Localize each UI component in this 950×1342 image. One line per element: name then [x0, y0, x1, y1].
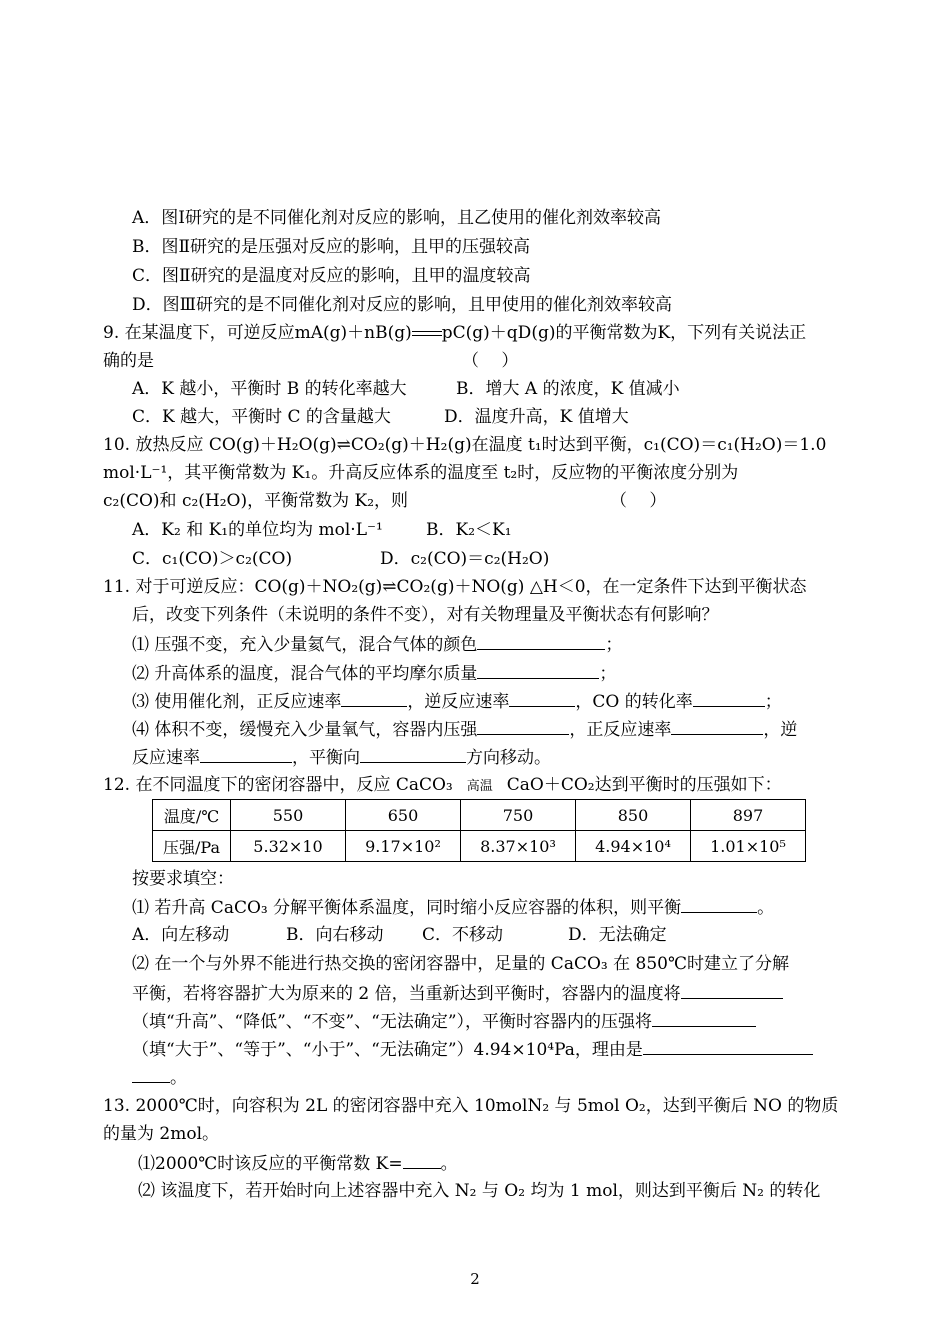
table-header-pressure: 压强/Pa — [153, 831, 231, 862]
answer-blank[interactable] — [681, 896, 757, 913]
q12-stem-end: CaO＋CO₂达到平衡时的压强如下： — [506, 775, 782, 795]
answer-blank[interactable] — [403, 1152, 441, 1169]
q11-sub4-text-b: ，正反应速率 — [569, 720, 672, 740]
table-cell: 5.32×10 — [231, 831, 346, 862]
q12-option-c: C．不移动 — [422, 925, 504, 945]
answer-blank[interactable] — [643, 1038, 813, 1055]
q8-option-b: B．图Ⅱ研究的是压强对反应的影响，且甲的压强较高 — [132, 237, 531, 257]
table-cell: 897 — [691, 800, 806, 831]
q13-stem-line2: 的量为 2mol。 — [103, 1124, 220, 1144]
q9-stem-line2: 确的是 — [103, 351, 154, 371]
q12-reaction-condition: 高温 — [453, 776, 507, 798]
period: 。 — [440, 1154, 458, 1174]
q11-sub4-text-d: 反应速率 — [132, 748, 200, 768]
q10-option-b: B．K₂＜K₁ — [426, 520, 512, 540]
answer-blank[interactable] — [652, 1010, 756, 1027]
q10-stem-line3: c₂(CO)和 c₂(H₂O)，平衡常数为 K₂，则 — [103, 491, 409, 511]
q10-option-c: C．c₁(CO)＞c₂(CO) — [132, 549, 293, 569]
q11-sub4-text-e: ，平衡向 — [292, 748, 360, 768]
q10-answer-paren: （ ） — [610, 491, 667, 511]
q11-sub3-text-c: ，CO 的转化率 — [575, 692, 693, 712]
q12-part1 — [132, 896, 774, 919]
answer-blank[interactable] — [509, 690, 575, 707]
q11-sub4-text-a: ⑷ 体积不变，缓慢充入少量氧气，容器内压强 — [132, 720, 478, 740]
answer-blank[interactable] — [132, 1066, 170, 1083]
q11-sub3-text-a: ⑶ 使用催化剂，正反应速率 — [132, 692, 342, 712]
answer-blank[interactable] — [477, 662, 599, 679]
q12-option-d: D．无法确定 — [568, 925, 667, 945]
q11-sub1 — [132, 633, 622, 656]
semicolon: ； — [764, 692, 782, 712]
q9-option-d: D．温度升高，K 值增大 — [444, 407, 629, 427]
table-cell: 4.94×10⁴ — [576, 831, 691, 862]
q12-part2-text-a: 平衡，若将容器扩大为原来的 2 倍，当重新达到平衡时，容器内的温度将 — [132, 984, 681, 1004]
q8-option-c: C．图Ⅱ研究的是温度对反应的影响，且甲的温度较高 — [132, 266, 531, 286]
q11-sub2-text: ⑵ 升高体系的温度，混合气体的平均摩尔质量 — [132, 664, 478, 684]
semicolon: ； — [599, 664, 617, 684]
answer-blank[interactable] — [200, 746, 292, 763]
q9-stem-text: 9. 在某温度下，可逆反应 — [103, 323, 295, 343]
q11-sub3 — [132, 690, 782, 713]
answer-blank[interactable] — [477, 633, 605, 650]
table-row — [153, 831, 806, 862]
answer-blank[interactable] — [341, 690, 407, 707]
q13-sub1 — [138, 1152, 458, 1175]
q11-sub2 — [132, 662, 616, 685]
answer-blank[interactable] — [477, 718, 569, 735]
q12-option-b: B．向右移动 — [286, 925, 384, 945]
q9-option-a: A．K 越小，平衡时 B 的转化率越大 — [132, 379, 407, 399]
table-row — [153, 800, 806, 831]
answer-blank[interactable] — [693, 690, 765, 707]
q13-sub1-text: ⑴2000℃时该反应的平衡常数 K= — [138, 1154, 403, 1174]
q8-option-d: D．图Ⅲ研究的是不同催化剂对反应的影响，且甲使用的催化剂效率较高 — [132, 295, 673, 315]
period: 。 — [170, 1068, 187, 1088]
answer-blank[interactable] — [681, 982, 783, 999]
q12-part2-line4 — [132, 1038, 813, 1061]
table-cell: 850 — [576, 800, 691, 831]
q11-sub4-text-f: 方向移动。 — [466, 748, 551, 768]
semicolon: ； — [605, 635, 623, 655]
q12-part2-line1: ⑵ 在一个与外界不能进行热交换的密闭容器中，足量的 CaCO₃ 在 850℃时建立了分解 — [132, 954, 789, 974]
answer-blank[interactable] — [360, 746, 466, 763]
q12-part2-text-b: （填“升高”、“降低”、“不变”、“无法确定”），平衡时容器内的压强将 — [132, 1012, 653, 1032]
q13-stem-line1: 13. 2000℃时，向容积为 2L 的密闭容器中充入 10molN₂ 与 5mol O₂，达到平衡后 NO 的物质 — [103, 1096, 839, 1116]
q11-stem-line2: 后，改变下列条件（未说明的条件不变），对有关物理量及平衡状态有何影响？ — [132, 605, 719, 625]
q9-option-c: C．K 越大，平衡时 C 的含量越大 — [132, 407, 391, 427]
q10-option-d: D．c₂(CO)＝c₂(H₂O) — [380, 549, 550, 569]
q11-stem-line1: 11. 对于可逆反应：CO(g)＋NO₂(g)⇌CO₂(g)＋NO(g) △H＜0，在一定条件下达到平衡状态 — [103, 577, 807, 597]
table-cell: 1.01×10⁵ — [691, 831, 806, 862]
q11-sub4 — [132, 718, 797, 741]
table-cell: 9.17×10² — [346, 831, 461, 862]
q10-option-a: A．K₂ 和 K₁的单位均为 mol·L⁻¹ — [132, 520, 383, 540]
q9-equation-right: pC(g)＋qD(g)的平衡常数为 — [441, 323, 658, 343]
period: 。 — [757, 898, 775, 918]
q12-part2-line2 — [132, 982, 783, 1005]
answer-blank[interactable] — [671, 718, 763, 735]
q12-part2-text-c: （填“大于”、“等于”、“小于”、“无法确定”）4.94×10⁴Pa，理由是 — [132, 1040, 643, 1060]
q11-sub4-text-c: ，逆 — [763, 720, 798, 740]
q12-fill-instruction: 按要求填空： — [132, 869, 234, 889]
q12-option-a: A．向左移动 — [132, 925, 230, 945]
table-cell: 550 — [231, 800, 346, 831]
q9-stem-end: K，下列有关说法正 — [657, 323, 807, 343]
q8-option-a: A．图Ⅰ研究的是不同催化剂对反应的影响，且乙使用的催化剂效率较高 — [132, 208, 661, 228]
pressure-table — [152, 799, 806, 862]
q9-answer-paren: （ ） — [462, 351, 519, 371]
q9-equation-left: mA(g)＋nB(g) — [294, 323, 412, 343]
page-number: 2 — [470, 1270, 480, 1288]
q11-sub4-cont — [132, 746, 551, 769]
q11-sub3-text-b: ，逆反应速率 — [407, 692, 510, 712]
table-cell: 650 — [346, 800, 461, 831]
q12-part2-line5 — [132, 1066, 187, 1089]
equilibrium-arrow-icon — [412, 329, 442, 339]
q10-stem-line1: 10. 放热反应 CO(g)＋H₂O(g)⇌CO₂(g)＋H₂(g)在温度 t₁时达到平衡，c₁(CO)＝c₁(H₂O)＝1.0 — [103, 435, 827, 455]
q12-part1-text: ⑴ 若升高 CaCO₃ 分解平衡体系温度，同时缩小反应容器的体积，则平衡 — [132, 898, 682, 918]
table-cell: 8.37×10³ — [461, 831, 576, 862]
q12-stem-line1 — [103, 774, 782, 798]
q12-stem-text: 12. 在不同温度下的密闭容器中，反应 CaCO₃ — [103, 775, 453, 795]
q11-sub1-text: ⑴ 压强不变，充入少量氦气，混合气体的颜色 — [132, 635, 478, 655]
q9-stem-line1 — [103, 322, 806, 344]
q10-stem-line2: mol·L⁻¹，其平衡常数为 K₁。升高反应体系的温度至 t₂时，反应物的平衡浓度分别为 — [103, 463, 739, 483]
q12-part2-line3 — [132, 1010, 756, 1033]
q13-sub2: ⑵ 该温度下，若开始时向上述容器中充入 N₂ 与 O₂ 均为 1 mol，则达到平衡后 N₂ 的转化 — [138, 1181, 821, 1201]
table-header-temperature: 温度/℃ — [153, 800, 231, 831]
table-cell: 750 — [461, 800, 576, 831]
q9-option-b: B．增大 A 的浓度，K 值减小 — [456, 379, 680, 399]
